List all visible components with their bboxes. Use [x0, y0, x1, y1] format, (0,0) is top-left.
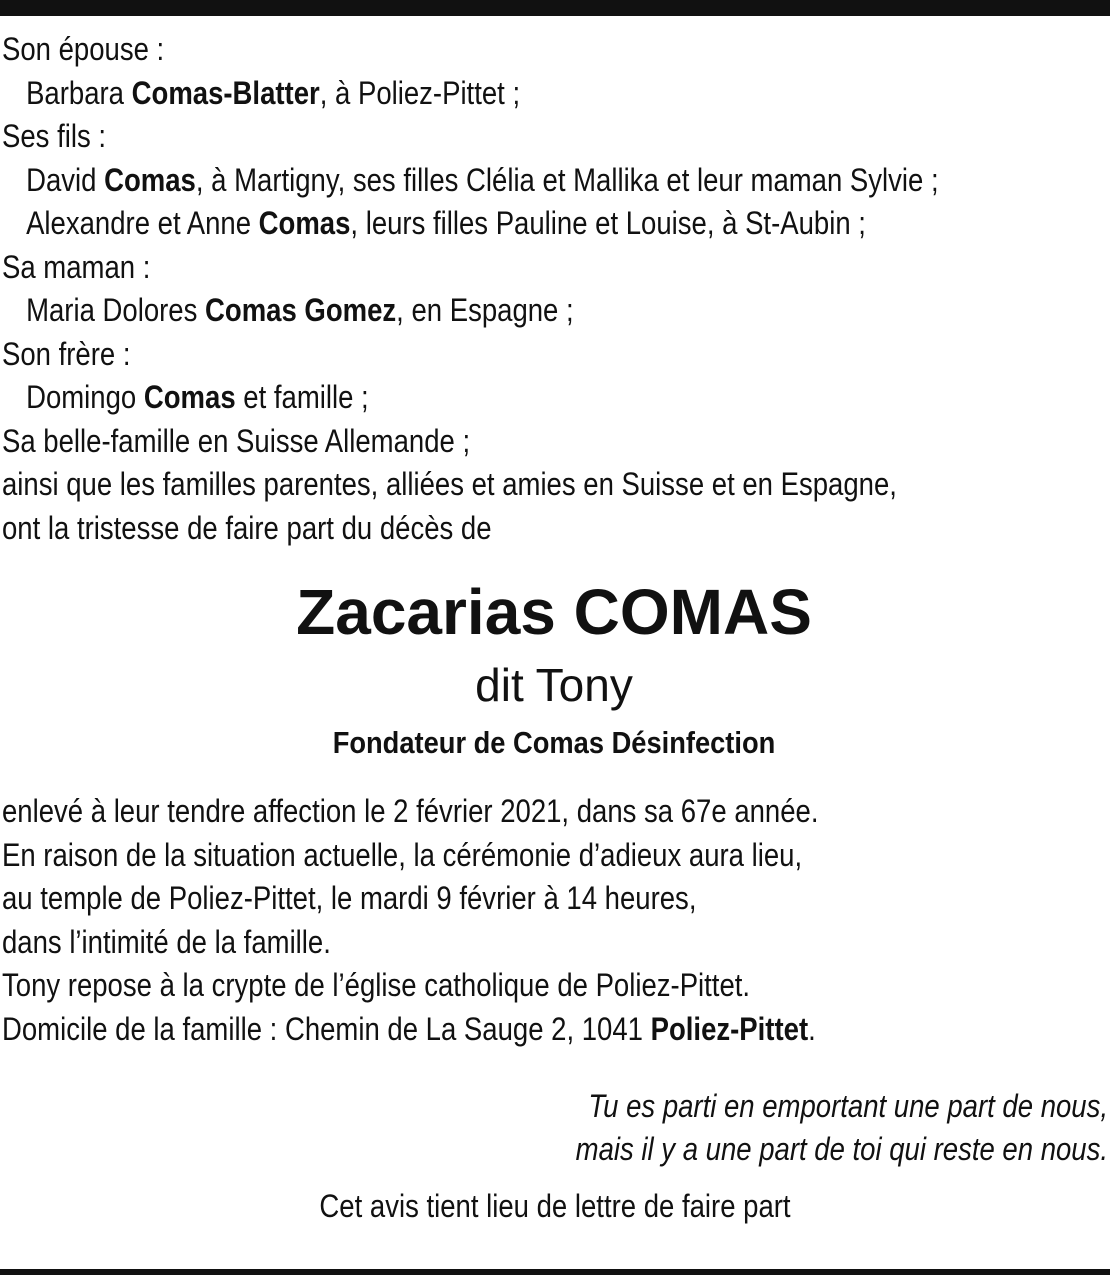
- son1-line: David Comas, à Martigny, ses filles Clélia et Mallika et leur maman Sylvie ;: [26, 161, 939, 198]
- son1-surname: Comas: [104, 161, 196, 198]
- details-line-4: dans l’intimité de la famille.: [2, 923, 331, 960]
- deceased-name: Zacarias COMAS: [296, 576, 812, 648]
- sons-heading: Ses fils :: [2, 118, 106, 154]
- son2-line: Alexandre et Anne Comas, leurs filles Pauline et Louise, à St-Aubin ;: [26, 205, 866, 241]
- announcement-line: ont la tristesse de faire part du décès de: [2, 509, 492, 546]
- mother-line: Maria Dolores Comas Gomez, en Espagne ;: [26, 292, 574, 328]
- quote-line-1: Tu es parti en emportant une part de nous,: [588, 1088, 1108, 1124]
- bottom-rule: [0, 1269, 1110, 1275]
- deceased-nickname: dit Tony: [475, 659, 633, 711]
- brother-heading: Son frère :: [2, 335, 131, 372]
- quote-line-2: mais il y a une part de toi qui reste en nous.: [575, 1131, 1108, 1167]
- details-line-1: enlevé à leur tendre affection le 2 février 2021, dans sa 67e année.: [2, 793, 819, 829]
- mother-heading: Sa maman :: [2, 248, 151, 285]
- details-line-2: En raison de la situation actuelle, la cérémonie d’adieux aura lieu,: [2, 836, 803, 873]
- details-block: [2, 790, 1106, 1051]
- deceased-role: Fondateur de Comas Désinfection: [332, 725, 776, 760]
- memorial-quote: [576, 1085, 1108, 1171]
- spouse-heading: Son épouse :: [2, 31, 165, 67]
- brother-line: Domingo Comas et famille ;: [26, 379, 369, 415]
- spouse-surname: Comas-Blatter: [131, 74, 320, 111]
- address-city: Poliez-Pittet: [650, 1010, 809, 1047]
- footer-note: Cet avis tient lieu de lettre de faire part: [319, 1188, 791, 1224]
- obituary-notice: [2, 28, 1106, 1051]
- details-line-5: Tony repose à la crypte de l’église catholique de Poliez-Pittet.: [2, 967, 751, 1003]
- mother-surname: Comas Gomez: [205, 292, 397, 328]
- brother-surname: Comas: [143, 379, 236, 415]
- top-rule: [0, 0, 1110, 16]
- others-line: ainsi que les familles parentes, alliées et amies en Suisse et en Espagne,: [2, 466, 897, 502]
- address-line: Domicile de la famille : Chemin de La Sauge 2, 1041 Poliez-Pittet.: [2, 1010, 816, 1047]
- spouse-line: Barbara Comas-Blatter, à Poliez-Pittet ;: [26, 74, 521, 111]
- details-line-3: au temple de Poliez-Pittet, le mardi 9 février à 14 heures,: [2, 880, 697, 916]
- son2-surname: Comas: [258, 205, 351, 241]
- in-laws-line: Sa belle-famille en Suisse Allemande ;: [2, 422, 471, 459]
